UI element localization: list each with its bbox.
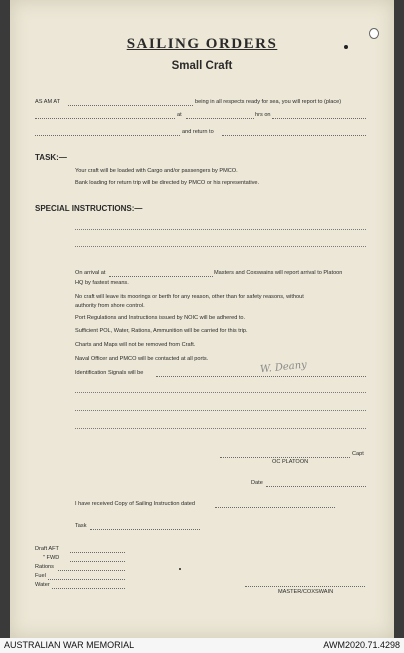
destination-field [35,135,180,136]
page-title: SAILING ORDERS [126,36,278,52]
instruction-line [75,392,366,393]
port-regulations: Port Regulations and Instructions issued by NOIC will be adhered to. [75,315,246,321]
task-line-2: Bank loading for return trip will be directed by PMCO or his representative. [75,180,260,186]
place-field [35,118,175,119]
arrival-suffix: Masters and Coxswains will report arrival to Platoon [214,270,343,276]
ink-mark [344,45,348,49]
water-field [52,588,125,589]
rations-field [58,570,125,571]
rations-label: Rations [35,564,54,570]
special-instructions-heading: SPECIAL INSTRUCTIONS:— [35,204,143,213]
water-label: Water [35,582,50,588]
return-to-label: and return to [182,129,214,135]
fuel-field [48,579,125,580]
signals-label: Identification Signals will be [75,370,144,376]
footer-bar [0,638,404,653]
at-field [186,118,254,119]
received-date-field [215,507,335,508]
received-copy-text: I have received Copy of Sailing Instruction dated [75,501,196,507]
master-coxswain-label: MASTER/COXSWAIN [278,589,334,595]
as-am-at-field [68,105,193,106]
capt-signature-field [220,457,350,458]
naval-officer-text: Naval Officer and PMCO will be contacted at all ports. [75,356,209,362]
ink-dot [179,568,181,570]
signature-scribble: W. Deany [259,359,308,376]
oc-platoon-label: OC PLATOON [272,459,309,465]
as-am-at-label: AS AM AT [35,99,61,105]
instruction-line [75,410,366,411]
master-signature-field [245,586,365,587]
signals-field [156,376,366,377]
hrs-on-field [272,118,366,119]
draft-aft-field [70,552,125,553]
capt-label: Capt [352,451,364,457]
pol-text: Sufficient POL, Water, Rations, Ammunition will be carried for this trip. [75,328,248,334]
no-craft-line-1: No craft will leave its moorings or berth for any reason, other than for safety reasons, without [75,294,304,300]
footer-credit: AUSTRALIAN WAR MEMORIAL [4,640,135,650]
document-page [10,0,394,638]
receipt-task-field [90,529,200,530]
instruction-line [75,428,366,429]
draft-aft-label: Draft AFT [35,546,59,552]
instruction-line [75,246,366,247]
report-to-text: being in all respects ready for sea, you will report to (place) [195,99,342,105]
arrival-field [109,276,213,277]
date-label: Date [251,480,263,486]
hrs-on-label: hrs on [255,112,271,118]
return-to-field [222,135,366,136]
hole-punch [369,28,379,39]
arrival-prefix: On arrival at [75,270,106,276]
draft-fwd-field [70,561,125,562]
draft-fwd-label: " FWD [43,555,60,561]
date-field [266,486,366,487]
arrival-line-2: HQ by fastest means. [75,280,129,286]
task-heading: TASK:— [35,153,67,162]
at-label: at [177,112,182,118]
instruction-line [75,229,366,230]
footer-accession-id: AWM2020.71.4298 [323,640,400,650]
receipt-task-label: Task [75,523,87,529]
task-line-1: Your craft will be loaded with Cargo and/or passengers by PMCO. [75,168,238,174]
fuel-label: Fuel [35,573,46,579]
page-subtitle: Small Craft [171,60,233,72]
no-craft-line-2: authority from shore control. [75,303,145,309]
charts-text: Charts and Maps will not be removed from Craft. [75,342,196,348]
